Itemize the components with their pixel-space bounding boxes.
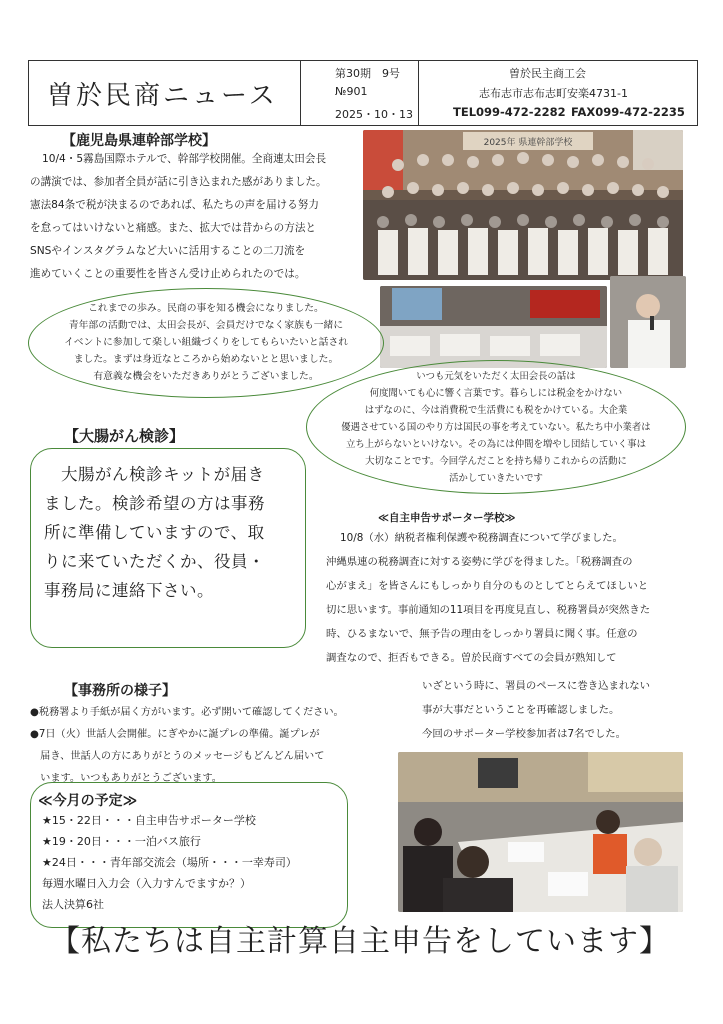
- schedule-item: ★24日・・・青年部交流会（場所・・・一幸寿司）: [42, 856, 297, 869]
- bubble-line: 立ち上がらないといけない。その為には仲間を増やし団結していく事は: [345, 439, 646, 450]
- school-line: 憲法84条で税が決まるのであれば、私たちの声を届ける努力: [30, 199, 319, 211]
- supporter-line: 時、ひるまないで、無予告の理由をしっかり署員に聞く事。任意の: [326, 628, 638, 640]
- cancer-line: 事務局に連絡下さい。: [44, 581, 214, 600]
- schedule-item: 法人決算6社: [42, 898, 104, 911]
- schedule-heading: ≪今月の予定≫: [38, 793, 138, 809]
- office-line: ●7日（火）世話人会開催。にぎやかに誕プレの準備。誕プレが: [30, 729, 320, 740]
- school-line: 10/4・5霧島国際ホテルで、幹部学校開催。全商連太田会長: [42, 153, 327, 165]
- cancer-body: [44, 460, 304, 605]
- supporter-body-continued: [422, 674, 692, 746]
- bubble-line: 何度聞いても心に響く言葉です。暮らしには税金をかけない: [369, 388, 623, 399]
- masthead-contact-cell: [419, 61, 697, 125]
- school-body: [30, 148, 375, 286]
- bubble-line: 大切なことです。今回学んだことを持ち帰りこれからの活動に: [365, 456, 627, 467]
- workshop-photo: [398, 752, 683, 912]
- newsletter-title: 曽於民商ニュース: [47, 81, 278, 111]
- schedule-item: ★19・20日・・・一泊バス旅行: [42, 835, 201, 848]
- supporter-line: いざという時に、署員のペースに巻き込まれない: [422, 680, 651, 692]
- bubble-line: 有意義な機会をいただきありがとうございました。: [93, 371, 319, 382]
- schedule-item: ★15・22日・・・自主申告サポーター学校: [42, 814, 256, 827]
- org-address: 志布志市志布志町安楽4731-1: [479, 87, 628, 100]
- masthead-issue-cell: [301, 61, 419, 125]
- bubble-line: 活かしていきたいです: [449, 473, 543, 484]
- supporter-line: 心がまえ」を皆さんにもしっかり自分のものとしてとらえてほしいと: [326, 580, 649, 592]
- cancer-line: りに来ていただくか、役員・: [44, 552, 265, 571]
- issue-line: 第30期 9号: [335, 67, 400, 80]
- lecture-hall-art: [380, 286, 607, 368]
- issue-date: 2025・10・13: [335, 108, 413, 121]
- school-heading: 【鹿児島県連幹部学校】: [62, 133, 216, 149]
- office-line: います。いつもありがとうございます。: [30, 773, 222, 784]
- school-line: 進めていくことの重要性を皆さん受け止められたのでは。: [30, 268, 306, 280]
- speaker-photo: [610, 276, 686, 368]
- group-photo: [363, 130, 683, 280]
- bubble-line: いつも元気をいただく太田会長の話は: [416, 371, 576, 382]
- org-name: 曽於民主商工会: [509, 67, 586, 80]
- supporter-line: 事が大事だということを再確認しました。: [422, 704, 620, 716]
- bubble-line: ました。まずは身近なところから始めないとと思いました。: [73, 354, 339, 365]
- cancer-line: 所に準備していますので、取: [44, 523, 265, 542]
- workshop-art: [398, 752, 683, 912]
- supporter-line: 切に思います。事前通知の11項目を再度見直し、税務署員が突然きた: [326, 604, 651, 616]
- office-body: [30, 702, 415, 790]
- cancer-line: 大腸がん検診キットが届き: [44, 465, 265, 484]
- supporter-line: 今回のサポーター学校参加者は7名でした。: [422, 728, 627, 740]
- photo-banner-text: 2025年 県連幹部学校: [483, 138, 573, 148]
- masthead: [28, 60, 698, 126]
- lecture-hall-photo: [380, 286, 607, 368]
- office-heading: 【事務所の様子】: [64, 683, 176, 699]
- school-line: SNSやインスタグラムなど大いに活用することの二刀流を: [30, 245, 306, 257]
- impression-bubble-2-text: [310, 368, 682, 487]
- footer-slogan: 【私たちは自主計算自主申告をしています】: [50, 924, 670, 959]
- bubble-line: 青年部の活動では、太田会長が、会員だけでなく家族も一緒に: [68, 320, 344, 331]
- org-tel: TEL099-472-2282: [453, 105, 566, 119]
- group-photo-art: [363, 130, 683, 280]
- office-line: 届き、世話人の方にありがとうのメッセージもどんどん届いて: [30, 751, 325, 762]
- cancer-line: ました。検診希望の方は事務: [44, 494, 265, 513]
- issue-number: №901: [335, 85, 368, 98]
- supporter-line: 10/8（水）納税者権利保護や税務調査について学びました。: [340, 532, 623, 544]
- schedule-list: [42, 810, 342, 915]
- speaker-art: [610, 276, 686, 368]
- office-line: ●税務署より手紙が届く方がいます。必ず開いて確認してください。: [30, 707, 344, 718]
- cancer-heading: 【大腸がん検診】: [64, 427, 185, 445]
- bubble-line: 優遇させている国のやり方は国民の事を考えていない。私たち中小業者は: [341, 422, 651, 433]
- org-fax: FAX099-472-2235: [571, 105, 685, 119]
- supporter-body: [326, 526, 696, 670]
- masthead-title-cell: [29, 61, 301, 125]
- supporter-line: 沖縄県連の税務調査に対する姿勢に学びを得ました。「税務調査の: [326, 556, 633, 568]
- supporter-line: 調査なので、拒否もできる。曽於民商すべての会員が熟知して: [326, 652, 617, 664]
- bubble-line: はずなのに、今は消費税で生活費にも税をかけている。大企業: [364, 405, 628, 416]
- school-line: の講演では、参加者全員が話に引き込まれた感がありました。: [30, 176, 327, 188]
- bubble-line: これまでの歩み。民商の事を知る機会になりました。: [88, 303, 324, 314]
- bubble-line: イベントに参加して楽しい組織づくりをしてもらいたいと話され: [63, 337, 349, 348]
- school-line: を怠ってはいけないと痛感。また、拡大では昔からの方法と: [30, 222, 317, 234]
- schedule-item: 毎週水曜日入力会（入力すんでますか？）: [42, 877, 251, 890]
- supporter-heading: ≪自主申告サポーター学校≫: [378, 512, 516, 524]
